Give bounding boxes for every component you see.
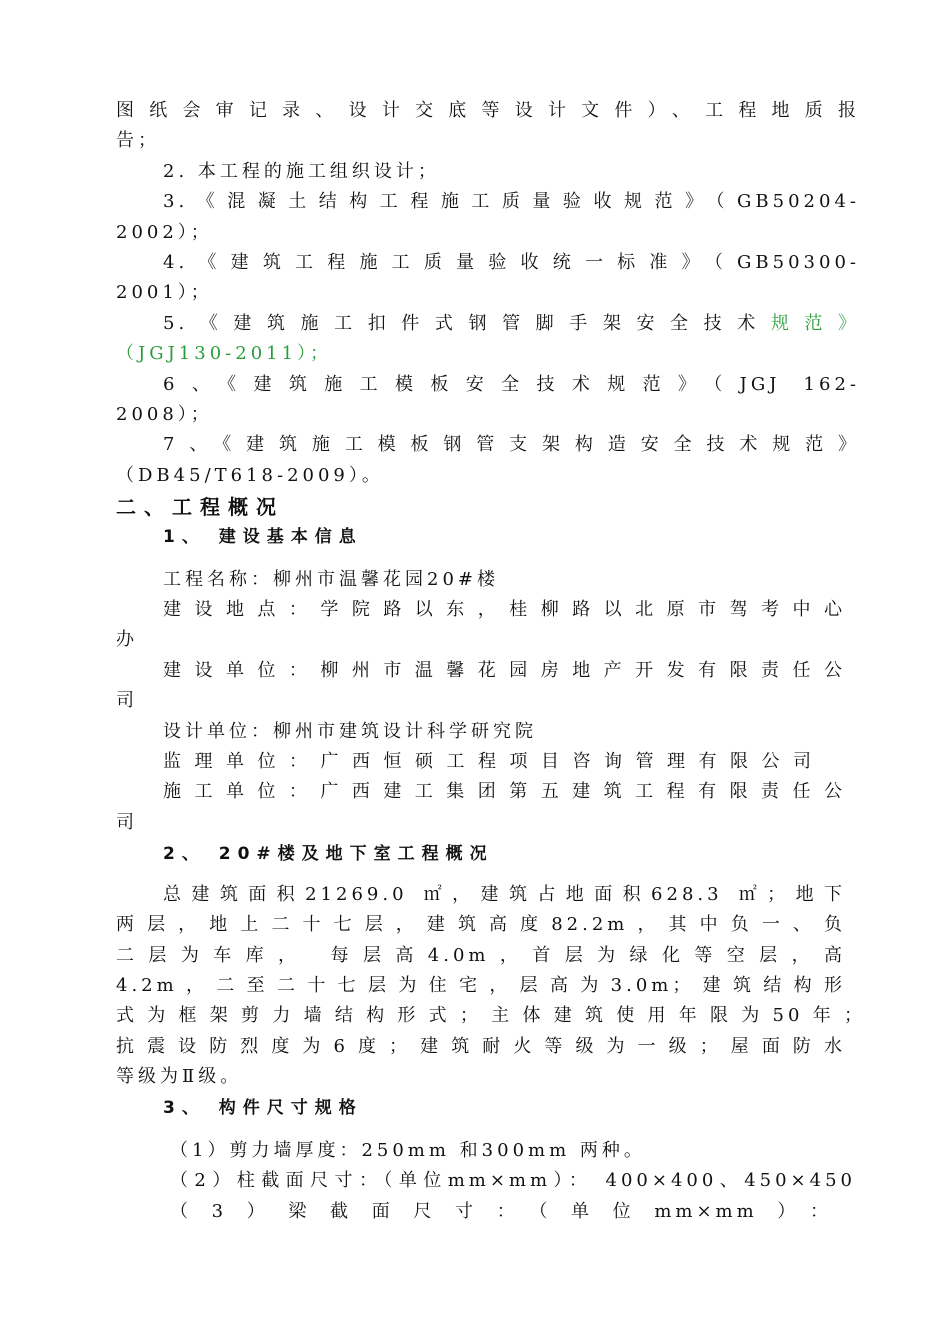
spec-line: （1）剪力墙厚度：250mm 和300mm 两种。 xyxy=(170,1140,646,1161)
info-line-owner-cont: 司 xyxy=(116,690,138,711)
overview-line: 4.2m，二至二十七层为住宅，层高为3.0m；建筑结构形 xyxy=(116,975,846,996)
overview-line: 等级为Ⅱ级。 xyxy=(116,1066,243,1087)
overview-line: 两层，地上二十七层，建筑高度82.2m，其中负一、负 xyxy=(116,914,846,935)
info-line-name: 工程名称：柳州市温馨花园20#楼 xyxy=(163,569,499,590)
text-segment: 5.《建筑施工扣件式钢管脚手架安全技术 xyxy=(163,313,771,334)
spec-line: （2）柱截面尺寸：（单位mm×mm）： 400×400、450×450 xyxy=(170,1170,856,1191)
text-line: 2002）； xyxy=(116,222,213,243)
overview-line: 二层为车库， 每层高4.0m，首层为绿化等空层，高 xyxy=(116,945,846,966)
text-line: 6、《建筑施工模板安全技术规范》（JGJ 162- xyxy=(163,374,860,395)
text-segment-highlight: 规范》 xyxy=(770,313,860,334)
text-line: 2. 本工程的施工组织设计； xyxy=(163,161,440,182)
text-line: 3.《混凝土结构工程施工质量验收规范》（GB50204- xyxy=(163,191,860,212)
overview-line: 式为框架剪力墙结构形式；主体建筑使用年限为50年； xyxy=(116,1005,866,1026)
info-line-design: 设计单位：柳州市建筑设计科学研究院 xyxy=(163,721,537,742)
text-line: 7、《建筑施工模板钢管支架构造安全技术规范》 xyxy=(163,434,860,455)
info-line-supervise: 监理单位：广西恒硕工程项目咨询管理有限公司 xyxy=(163,751,815,772)
info-line-site-cont: 办 xyxy=(116,629,138,650)
text-line: 告； xyxy=(116,130,160,151)
section-heading: 二、工程概况 xyxy=(116,495,284,519)
subsection-heading: 1、 建设基本信息 xyxy=(163,527,363,547)
info-line-owner: 建设单位：柳州市温馨花园房地产开发有限责任公 xyxy=(163,660,846,681)
text-line: （DB45/T618-2009）。 xyxy=(116,465,384,486)
spec-line: （3）梁截面尺寸：（单位mm×mm）： xyxy=(170,1201,832,1222)
text-line: 2001）； xyxy=(116,282,213,303)
overview-line: 抗震设防烈度为6度；建筑耐火等级为一级；屋面防水 xyxy=(116,1036,846,1057)
info-line-builder: 施工单位：广西建工集团第五建筑工程有限责任公 xyxy=(163,781,846,802)
info-line-site: 建设地点：学院路以东，桂柳路以北原市驾考中心 xyxy=(163,599,846,620)
text-line: （JGJ130-2011）； xyxy=(116,343,333,364)
subsection-heading: 3、 构件尺寸规格 xyxy=(163,1098,363,1118)
text-line xyxy=(163,309,860,339)
overview-line: 总建筑面积21269.0 ㎡，建筑占地面积628.3 ㎡；地下 xyxy=(163,884,846,905)
text-line: 2008）； xyxy=(116,404,213,425)
text-line: 图纸会审记录、设计交底等设计文件）、工程地质报 xyxy=(116,100,860,121)
text-line: 4.《建筑工程施工质量验收统一标准》（GB50300- xyxy=(163,252,860,273)
subsection-heading: 2、 20#楼及地下室工程概况 xyxy=(163,844,494,864)
info-line-builder-cont: 司 xyxy=(116,812,138,833)
